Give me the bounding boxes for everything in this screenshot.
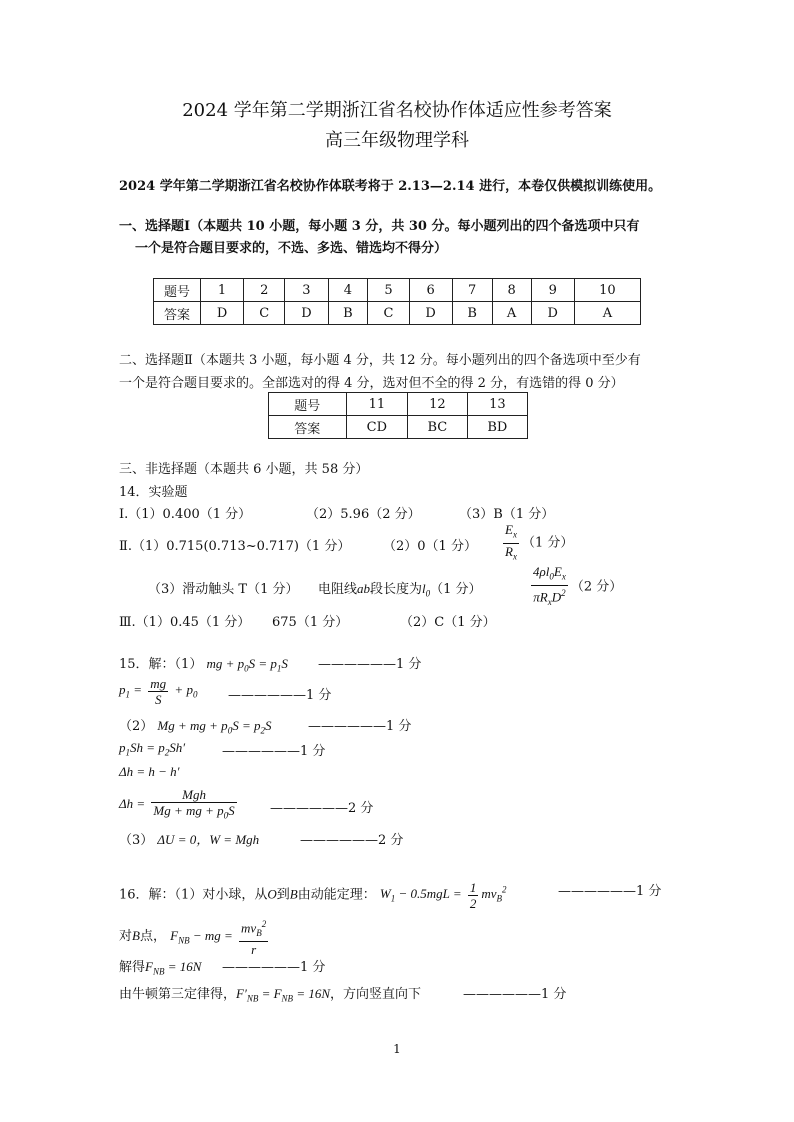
section2-heading-line2: 一个是符合题目要求的。全部选对的得 4 分，选对但不全的得 2 分，有选错的得 0 分） [119,376,624,391]
section3-heading: 三、非选择题（本题共 6 小题，共 58 分） [119,462,369,477]
section2-answer-table [268,392,528,439]
q15-line7 [119,829,259,848]
table-cell: 6 [409,279,452,302]
table-row [269,416,528,439]
formula: Δh = $\frac{\text{Mgh}}{Mg + mg + p_0S}$ [119,787,235,821]
table-cell: 8 [492,279,531,302]
table-cell: 7 [452,279,492,302]
q14-II-3b-post: 段长度为 [370,582,423,597]
q15-line2 [119,676,197,707]
q14-II-3c-score: （2 分） [570,579,623,595]
q14-II-3b-var: ab [357,581,371,596]
table-cell: D [531,302,574,325]
q14-I-3: （3）B（1 分） [459,507,555,522]
table-cell-label: 题号 [154,279,201,302]
q15-part2: （2） [119,719,154,734]
formula: $F_{NB} = 16N$ [145,959,202,977]
table-row [154,302,641,325]
q16-line2 [119,917,271,957]
q14-title: 14．实验题 [119,485,188,500]
table-row [154,279,641,302]
section2-heading-line1: 二、选择题Ⅱ（本题共 3 小题，每小题 4 分，共 12 分。每小题列出的四个备选项中至少有 [119,353,641,368]
page-subtitle: 高三年级物理学科 [325,130,469,151]
q15-score4: ——————1 分 [222,744,326,759]
table-cell: BC [408,416,468,439]
q16-line3-pre: 解得 [119,960,146,975]
q16-line1-post: 由动能定理： [297,887,376,903]
table-cell-label: 答案 [269,416,347,439]
table-cell: 1 [201,279,244,302]
q16-point-b: B [289,886,298,902]
q14-II-1: Ⅱ.（1）0.715(0.713~0.717)（1 分） [119,539,351,554]
table-cell: B [452,302,492,325]
q16-point-o: O [267,886,277,902]
section1-heading-line1: 一、选择题Ⅰ（本题共 10 小题，每小题 3 分，共 30 分。每小题列出的四个备选项中只有 [119,219,640,234]
page-title: 2024 学年第二学期浙江省名校协作体适应性参考答案 [182,100,612,121]
formula: $p_1Sh = p_2Sh'$ [119,740,186,758]
formula-fraction: $\frac{E_x}{R_x}$ [505,522,517,562]
q16-score3: ——————1 分 [222,960,326,975]
table-cell: D [201,302,244,325]
formula: mg + $p_0S = p_1S$ [206,656,288,674]
q15-score2: ——————1 分 [228,688,332,703]
table-cell: 5 [368,279,409,302]
table-cell: CD [346,416,407,439]
q15-line3 [119,715,271,736]
q16-line4-post: ，方向竖直向下 [330,987,422,1002]
formula: $F_{NB}$ − mg = $\frac{mv_B^2}{r}$ [170,919,267,957]
page-number: 1 [393,1042,401,1056]
q14-II-2-formula [500,522,573,564]
exam-notice: 2024 学年第二学期浙江省名校协作体联考将于 2.13—2.14 进行，本卷仅供模拟训练使用。 [119,179,662,194]
q15-line1 [119,653,288,674]
table-cell: 13 [467,393,527,416]
section1-heading-line2: 一个是符合题目要求的，不选、多选、错选均不得分） [135,241,448,256]
q15-line6 [119,787,240,824]
q14-III-2: 675（1 分） [272,615,349,630]
table-cell: 10 [574,279,640,302]
q16-line4-pre: 由牛顿第三定律得， [119,987,237,1002]
table-row [269,393,528,416]
table-cell: D [409,302,452,325]
q14-III-3: （2）C（1 分） [400,615,496,630]
q15-label: 15．解：（1） [119,657,203,672]
q14-II-2b-score: （1 分） [521,535,574,551]
formula: $F'_{NB} = F_{NB} = 16N$ [236,986,331,1004]
q15-score3: ——————1 分 [308,719,412,734]
q14-II-2: （2）0（1 分） [383,539,477,554]
q15-part3: （3） [119,833,154,848]
table-cell: 12 [408,393,468,416]
formula: $p_1$ = $\frac{mg}{S}$ + $p_0$ [119,676,198,707]
q16-score1: ——————1 分 [558,884,662,899]
q16-line4 [119,983,421,1004]
q15-score6: ——————2 分 [300,833,404,848]
table-cell: 4 [328,279,368,302]
q14-I-1: Ⅰ.（1）0.400（1 分） [119,507,252,522]
table-cell: C [368,302,409,325]
table-cell: A [492,302,531,325]
q15-score5: ——————2 分 [270,801,374,816]
table-cell-label: 答案 [154,302,201,325]
formula: Δh = h − h′ [119,764,180,779]
q14-II-3b-pre: 电阻线 [318,582,358,597]
q14-II-3b [318,578,482,599]
q16-line2-pre: 对 [119,928,133,944]
q15-score1: ——————1 分 [318,657,422,672]
q16-line1-mid: 到 [276,887,290,903]
formula: $W_1 - 0.5mgL$ = $\frac{1}{2}$ $mv_B^2$ [379,880,507,911]
formula: $l_0$ [422,581,431,599]
formula: ΔU = 0，W = Mgh [157,832,260,847]
q14-II-3: （3）滑动触头 T（1 分） [148,582,299,597]
q14-II-3c-formula [528,564,622,610]
q16-line1-pre: 16．解：（1）对小球，从 [119,887,268,903]
section1-answer-table [153,278,641,325]
table-cell-label: 题号 [269,393,347,416]
table-cell: BD [467,416,527,439]
formula-fraction: $\frac{4\rho l_0E_x}{\pi R_xD^2}$ [533,564,566,607]
q14-III-1: Ⅲ.（1）0.45（1 分） [119,615,251,630]
q16-score4: ——————1 分 [463,987,567,1002]
table-cell: D [285,302,328,325]
table-cell: 9 [531,279,574,302]
q14-I-2: （2）5.96（2 分） [306,507,421,522]
q16-line3 [119,956,201,977]
table-cell: 3 [285,279,328,302]
table-cell: 11 [346,393,407,416]
q16-line2-post: 点， [139,928,166,944]
q16-line1 [119,880,507,911]
q16-line2-b: B [132,927,140,943]
table-cell: A [574,302,640,325]
formula: Mg + mg + $p_0S = p_2S$ [157,718,272,736]
table-cell: B [328,302,368,325]
q14-II-3b-score: （1 分） [430,582,482,597]
table-cell: 2 [244,279,285,302]
table-cell: C [244,302,285,325]
